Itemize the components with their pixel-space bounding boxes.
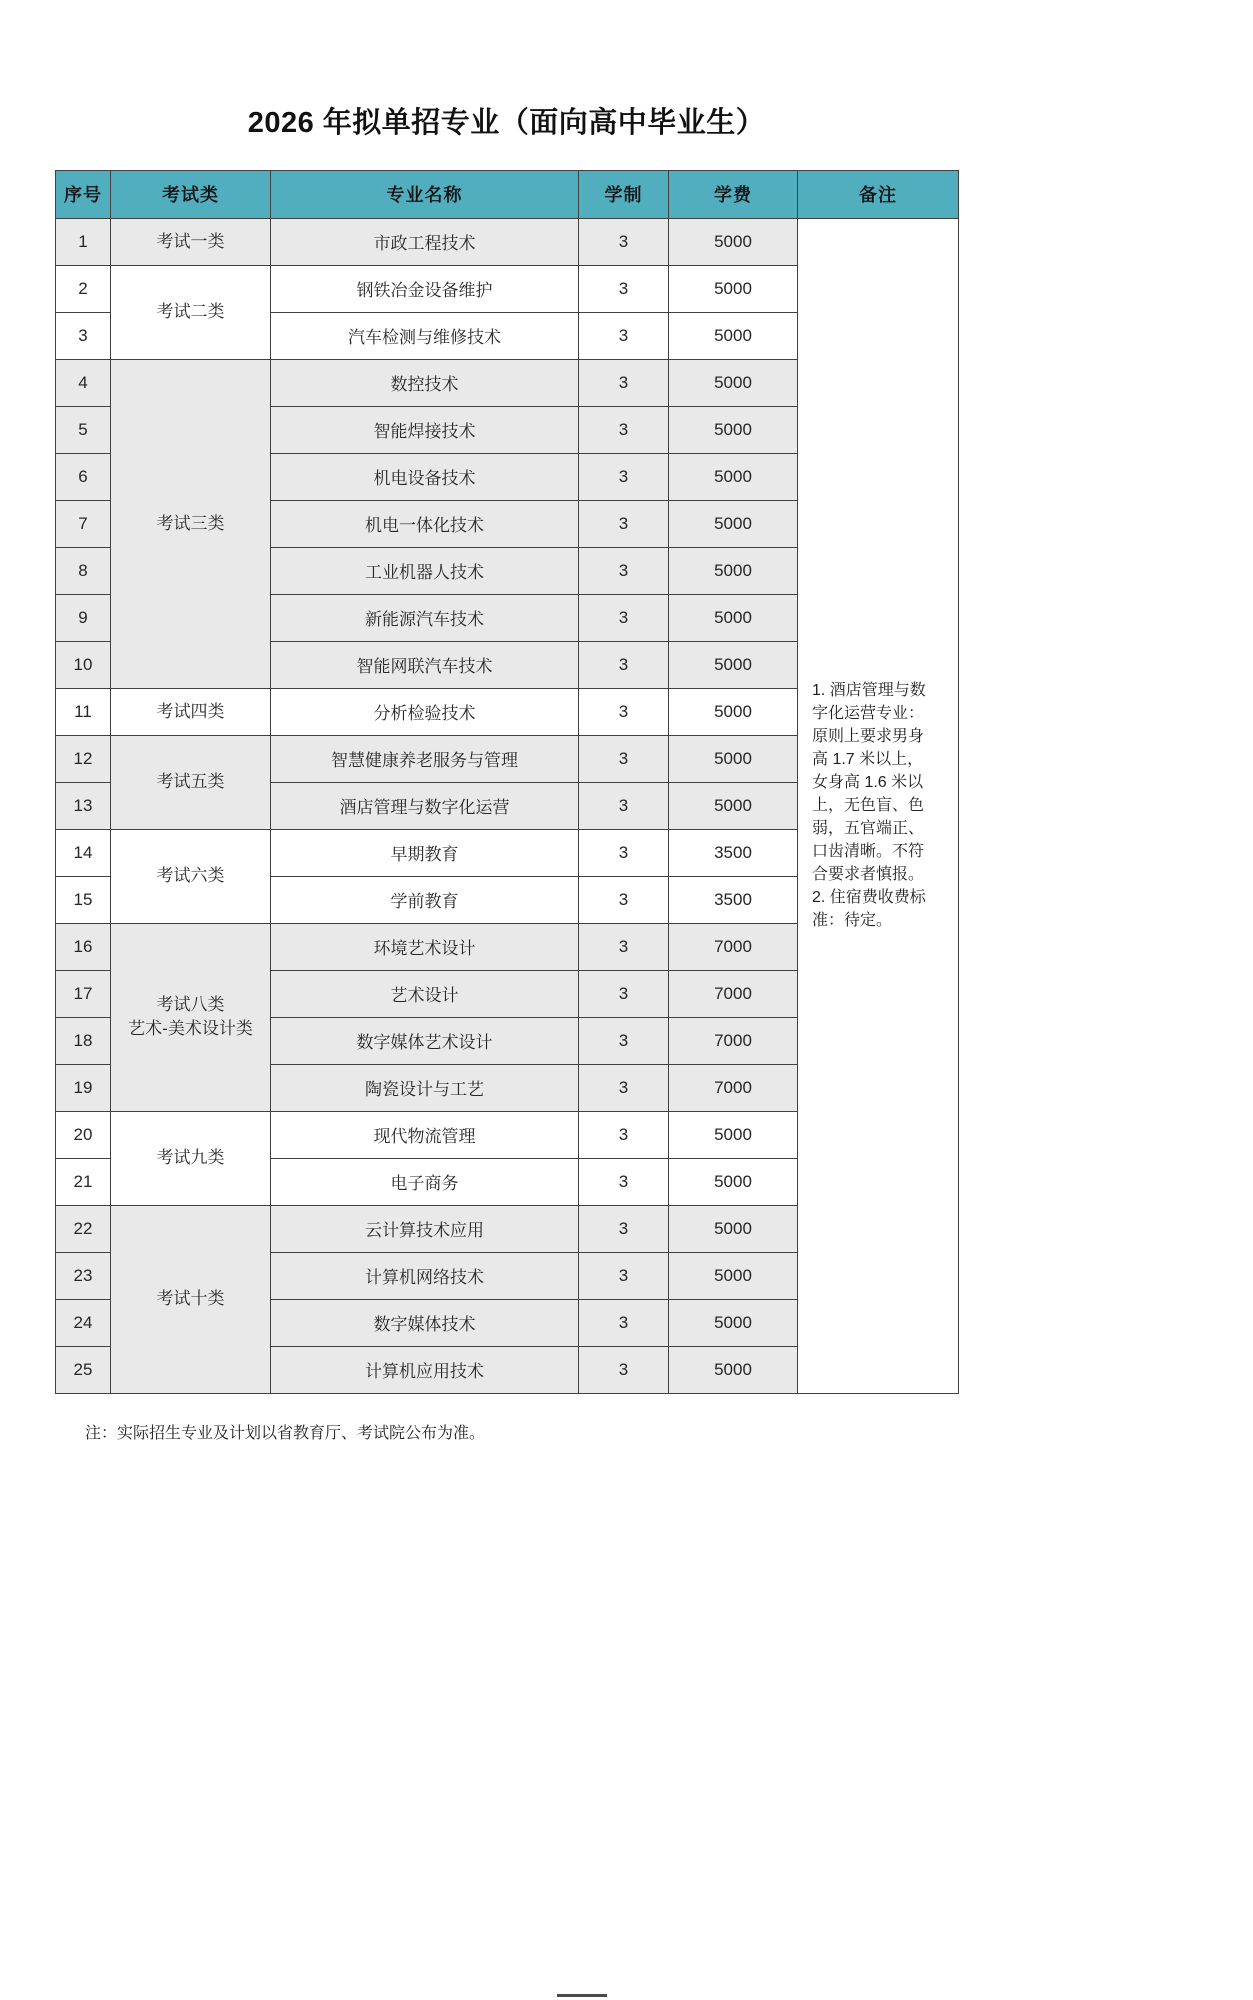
exam-category-label: 考试一类	[156, 231, 225, 251]
tuition-cell: 5000	[669, 359, 798, 406]
major-name-cell: 学前教育	[271, 876, 579, 923]
major-name-cell: 早期教育	[271, 829, 579, 876]
row-number-cell: 20	[56, 1111, 111, 1158]
tuition-cell: 3500	[669, 829, 798, 876]
table-head	[56, 170, 959, 218]
col-header-duration: 学制	[579, 170, 669, 218]
row-number-cell: 23	[56, 1252, 111, 1299]
majors-table	[55, 170, 959, 1394]
study-duration-cell: 3	[579, 500, 669, 547]
row-number-cell: 10	[56, 641, 111, 688]
major-name-cell: 汽车检测与维修技术	[271, 312, 579, 359]
col-header-remark: 备注	[798, 170, 959, 218]
major-name-cell: 艺术设计	[271, 970, 579, 1017]
exam-category-label: 考试二类	[156, 302, 225, 322]
tuition-cell: 3500	[669, 876, 798, 923]
tuition-cell: 5000	[669, 453, 798, 500]
major-name-cell: 计算机网络技术	[271, 1252, 579, 1299]
row-number-cell: 7	[56, 500, 111, 547]
tuition-cell: 5000	[669, 218, 798, 265]
exam-category-cell	[111, 265, 271, 359]
major-name-cell: 计算机应用技术	[271, 1346, 579, 1393]
major-name-cell: 环境艺术设计	[271, 923, 579, 970]
study-duration-cell: 3	[579, 312, 669, 359]
tuition-cell: 5000	[669, 1158, 798, 1205]
tuition-cell: 5000	[669, 688, 798, 735]
tuition-cell: 5000	[669, 500, 798, 547]
major-name-cell: 陶瓷设计与工艺	[271, 1064, 579, 1111]
table-row	[56, 218, 959, 265]
study-duration-cell: 3	[579, 406, 669, 453]
tuition-cell: 5000	[669, 1252, 798, 1299]
major-name-cell: 工业机器人技术	[271, 547, 579, 594]
major-name-cell: 酒店管理与数字化运营	[271, 782, 579, 829]
row-number-cell: 13	[56, 782, 111, 829]
study-duration-cell: 3	[579, 688, 669, 735]
row-number-cell: 15	[56, 876, 111, 923]
row-number-cell: 14	[56, 829, 111, 876]
tuition-cell: 5000	[669, 782, 798, 829]
exam-category-label: 考试四类	[156, 701, 225, 721]
row-number-cell: 3	[56, 312, 111, 359]
major-name-cell: 数字媒体艺术设计	[271, 1017, 579, 1064]
study-duration-cell: 3	[579, 829, 669, 876]
tuition-cell: 5000	[669, 1111, 798, 1158]
study-duration-cell: 3	[579, 218, 669, 265]
major-name-cell: 钢铁冶金设备维护	[271, 265, 579, 312]
exam-category-cell	[111, 359, 271, 688]
tuition-cell: 7000	[669, 923, 798, 970]
exam-category-cell	[111, 923, 271, 1111]
exam-category-cell	[111, 218, 271, 265]
page-title: 2026 年拟单招专业（面向高中毕业生）	[247, 107, 766, 139]
row-number-cell: 24	[56, 1299, 111, 1346]
col-header-index: 序号	[56, 170, 111, 218]
major-name-cell: 新能源汽车技术	[271, 594, 579, 641]
major-name-cell: 智能焊接技术	[271, 406, 579, 453]
page	[55, 0, 958, 1443]
study-duration-cell: 3	[579, 1252, 669, 1299]
header-row	[56, 170, 959, 218]
study-duration-cell: 3	[579, 1064, 669, 1111]
table-body	[56, 218, 959, 1393]
row-number-cell: 4	[56, 359, 111, 406]
row-number-cell: 21	[56, 1158, 111, 1205]
major-name-cell: 智能网联汽车技术	[271, 641, 579, 688]
study-duration-cell: 3	[579, 1158, 669, 1205]
tuition-cell: 5000	[669, 547, 798, 594]
exam-category-cell	[111, 829, 271, 923]
row-number-cell: 22	[56, 1205, 111, 1252]
exam-category-cell	[111, 688, 271, 735]
study-duration-cell: 3	[579, 735, 669, 782]
col-header-major-name: 专业名称	[271, 170, 579, 218]
row-number-cell: 19	[56, 1064, 111, 1111]
tuition-cell: 5000	[669, 1346, 798, 1393]
study-duration-cell: 3	[579, 547, 669, 594]
tuition-cell: 7000	[669, 1017, 798, 1064]
tuition-cell: 7000	[669, 970, 798, 1017]
row-number-cell: 8	[56, 547, 111, 594]
study-duration-cell: 3	[579, 1017, 669, 1064]
row-number-cell: 2	[56, 265, 111, 312]
row-number-cell: 16	[56, 923, 111, 970]
major-name-cell: 市政工程技术	[271, 218, 579, 265]
row-number-cell: 5	[56, 406, 111, 453]
study-duration-cell: 3	[579, 594, 669, 641]
major-name-cell: 云计算技术应用	[271, 1205, 579, 1252]
tuition-cell: 5000	[669, 594, 798, 641]
exam-category-label: 考试八类	[156, 995, 225, 1015]
major-name-cell: 电子商务	[271, 1158, 579, 1205]
major-name-cell: 机电设备技术	[271, 453, 579, 500]
exam-category-label: 考试三类	[156, 513, 225, 533]
col-header-exam-category: 考试类	[111, 170, 271, 218]
study-duration-cell: 3	[579, 782, 669, 829]
study-duration-cell: 3	[579, 923, 669, 970]
major-name-cell: 分析检验技术	[271, 688, 579, 735]
footnote: 注：实际招生专业及计划以省教育厅、考试院公布为准。	[85, 1424, 486, 1442]
row-number-cell: 6	[56, 453, 111, 500]
exam-category-label: 考试十类	[156, 1289, 225, 1309]
exam-category-label: 考试九类	[156, 1148, 225, 1168]
major-name-cell: 现代物流管理	[271, 1111, 579, 1158]
exam-category-label: 考试五类	[156, 772, 225, 792]
remark-text: 1. 酒店管理与数字化运营专业：原则上要求男身高 1.7 米以上，女身高 1.6 米以上，无色盲、色弱，五官端正、口齿清晰。不符合要求者慎报。 2. 住宿费收费标准：待定。	[812, 682, 926, 930]
tuition-cell: 5000	[669, 1299, 798, 1346]
study-duration-cell: 3	[579, 265, 669, 312]
tuition-cell: 5000	[669, 641, 798, 688]
study-duration-cell: 3	[579, 1346, 669, 1393]
row-number-cell: 25	[56, 1346, 111, 1393]
study-duration-cell: 3	[579, 641, 669, 688]
study-duration-cell: 3	[579, 453, 669, 500]
remark-cell	[798, 218, 959, 1393]
study-duration-cell: 3	[579, 1299, 669, 1346]
row-number-cell: 11	[56, 688, 111, 735]
row-number-cell: 9	[56, 594, 111, 641]
col-header-tuition: 学费	[669, 170, 798, 218]
tuition-cell: 5000	[669, 312, 798, 359]
tuition-cell: 5000	[669, 735, 798, 782]
exam-category-cell	[111, 1205, 271, 1393]
tuition-cell: 5000	[669, 406, 798, 453]
exam-category-sublabel: 艺术-美术设计类	[128, 1019, 253, 1039]
study-duration-cell: 3	[579, 876, 669, 923]
tuition-cell: 5000	[669, 265, 798, 312]
page-bottom-divider	[557, 1994, 607, 1997]
row-number-cell: 12	[56, 735, 111, 782]
row-number-cell: 18	[56, 1017, 111, 1064]
major-name-cell: 数控技术	[271, 359, 579, 406]
tuition-cell: 7000	[669, 1064, 798, 1111]
tuition-cell: 5000	[669, 1205, 798, 1252]
exam-category-cell	[111, 735, 271, 829]
study-duration-cell: 3	[579, 1205, 669, 1252]
study-duration-cell: 3	[579, 970, 669, 1017]
study-duration-cell: 3	[579, 359, 669, 406]
study-duration-cell: 3	[579, 1111, 669, 1158]
major-name-cell: 数字媒体技术	[271, 1299, 579, 1346]
row-number-cell: 17	[56, 970, 111, 1017]
exam-category-label: 考试六类	[156, 866, 225, 886]
major-name-cell: 智慧健康养老服务与管理	[271, 735, 579, 782]
major-name-cell: 机电一体化技术	[271, 500, 579, 547]
exam-category-cell	[111, 1111, 271, 1205]
row-number-cell: 1	[56, 218, 111, 265]
